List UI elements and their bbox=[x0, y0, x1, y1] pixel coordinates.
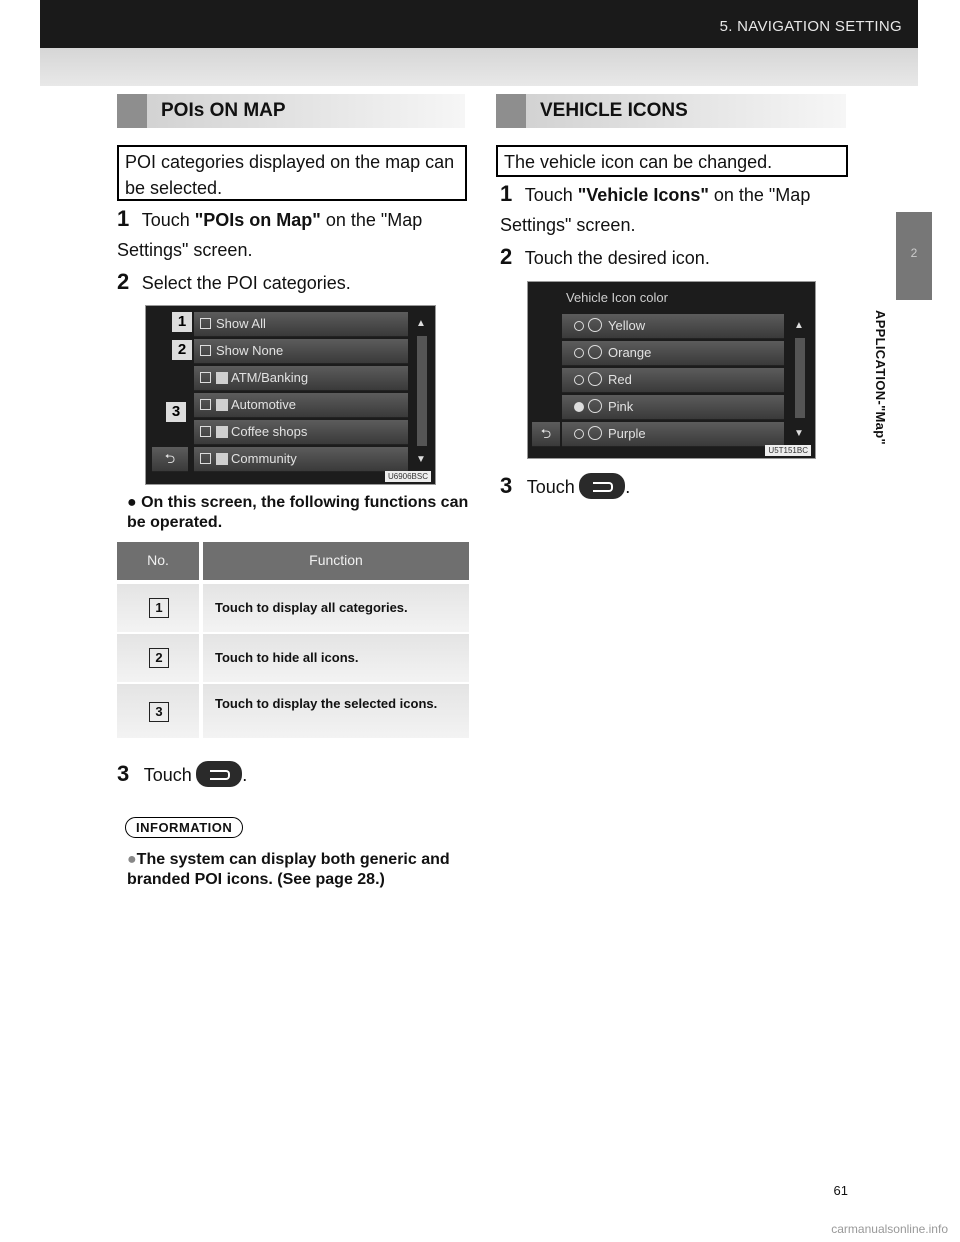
radio-icon bbox=[574, 429, 584, 439]
step-3-left: 3 Touch . bbox=[117, 761, 248, 786]
side-tab-number: 2 bbox=[910, 246, 918, 260]
table-cell-function: Touch to hide all icons. bbox=[203, 634, 469, 682]
car-icon bbox=[216, 399, 228, 411]
vehicle-color-red[interactable]: Red bbox=[562, 368, 784, 393]
chapter-title: 5. NAVIGATION SETTING bbox=[719, 18, 902, 35]
callout-badge: 2 bbox=[172, 340, 192, 360]
vehicle-color-purple[interactable]: Purple bbox=[562, 422, 784, 447]
side-chapter-label: APPLICATION-"Map" bbox=[873, 310, 888, 445]
step-number: 1 bbox=[117, 206, 130, 231]
function-table bbox=[117, 542, 469, 742]
step-number: 3 bbox=[500, 473, 513, 498]
intro-box: The vehicle icon can be changed. bbox=[496, 145, 848, 177]
table-row: 3 bbox=[117, 684, 199, 738]
back-button-icon bbox=[196, 761, 242, 787]
checkbox-checked-icon bbox=[200, 399, 211, 410]
vehicle-icon bbox=[588, 318, 602, 332]
screen-title: Vehicle Icon color bbox=[566, 290, 668, 305]
step-text: Touch "Vehicle Icons" on the "Map Settings" screen. bbox=[500, 185, 811, 235]
poi-show-all[interactable]: Show All bbox=[194, 312, 408, 337]
step-text: Select the POI categories. bbox=[141, 273, 351, 293]
vehicle-color-pink[interactable]: Pink bbox=[562, 395, 784, 420]
section-title: POIs ON MAP bbox=[161, 100, 286, 121]
table-header-no: No. bbox=[117, 542, 199, 580]
bullet-icon: ● bbox=[127, 494, 142, 511]
section-marker bbox=[496, 94, 526, 128]
header-band bbox=[40, 48, 918, 86]
table-row: 1 bbox=[117, 584, 199, 632]
vehicle-icon bbox=[588, 426, 602, 440]
section-title: VEHICLE ICONS bbox=[540, 100, 688, 121]
step-text: Touch the desired icon. bbox=[524, 248, 710, 268]
vehicle-color-yellow[interactable]: Yellow bbox=[562, 314, 784, 339]
scroll-down-icon[interactable]: ▼ bbox=[794, 428, 804, 439]
callout-badge: 1 bbox=[172, 312, 192, 332]
table-row: 2 bbox=[117, 634, 199, 682]
radio-icon bbox=[574, 321, 584, 331]
poi-show-none[interactable]: Show None bbox=[194, 339, 408, 364]
back-button[interactable] bbox=[152, 447, 188, 472]
step-2 bbox=[117, 268, 351, 298]
page-number: 61 bbox=[833, 1183, 848, 1198]
poi-automotive[interactable]: Automotive bbox=[194, 393, 408, 418]
scrollbar[interactable] bbox=[417, 336, 427, 446]
poi-community[interactable]: Community bbox=[194, 447, 408, 472]
step-1 bbox=[500, 180, 850, 240]
checkbox-checked-icon bbox=[200, 426, 211, 437]
poi-coffee-shops[interactable]: Coffee shops bbox=[194, 420, 408, 445]
step-3-right: 3 Touch . bbox=[500, 473, 631, 498]
step-number: 3 bbox=[117, 761, 130, 786]
poi-atm-banking[interactable]: ATM/Banking bbox=[194, 366, 408, 391]
vehicle-icon bbox=[588, 399, 602, 413]
scroll-up-icon[interactable]: ▲ bbox=[794, 320, 804, 331]
back-button[interactable] bbox=[532, 422, 560, 447]
information-label: INFORMATION bbox=[125, 817, 243, 838]
step-1 bbox=[117, 205, 469, 265]
radio-icon bbox=[574, 375, 584, 385]
figure-code: U5T151BC bbox=[765, 445, 811, 456]
step-2 bbox=[500, 243, 710, 273]
step-number: 2 bbox=[117, 269, 130, 294]
table-cell-function: Touch to display the selected icons. bbox=[203, 684, 469, 738]
checkbox-checked-icon bbox=[200, 372, 211, 383]
coffee-icon bbox=[216, 426, 228, 438]
figure-code: U6906BSC bbox=[385, 471, 431, 482]
scroll-down-icon[interactable]: ▼ bbox=[416, 454, 426, 465]
checkbox-icon bbox=[200, 318, 211, 329]
intro-box: POI categories displayed on the map can be selected. bbox=[117, 145, 467, 201]
checkbox-icon bbox=[200, 345, 211, 356]
bullet-icon: ● bbox=[127, 851, 137, 868]
atm-icon bbox=[216, 372, 228, 384]
poi-screen bbox=[145, 305, 436, 485]
checkbox-checked-icon bbox=[200, 453, 211, 464]
vehicle-color-orange[interactable]: Orange bbox=[562, 341, 784, 366]
community-icon bbox=[216, 453, 228, 465]
callout-badge: 3 bbox=[166, 402, 186, 422]
table-header-function: Function bbox=[203, 542, 469, 580]
back-button-icon bbox=[579, 473, 625, 499]
step-text: Touch "POIs on Map" on the "Map Settings" screen. bbox=[117, 210, 423, 260]
step-number: 1 bbox=[500, 181, 513, 206]
back-arrow-icon: ⮌ bbox=[540, 426, 552, 441]
scrollbar[interactable] bbox=[795, 338, 805, 418]
table-cell-function: Touch to display all categories. bbox=[203, 584, 469, 632]
back-arrow-icon: ⮌ bbox=[164, 451, 176, 466]
radio-selected-icon bbox=[574, 402, 584, 412]
information-note: ●The system can display both generic and branded POI icons. (See page 28.) bbox=[127, 851, 450, 888]
vehicle-icon bbox=[588, 345, 602, 359]
vehicle-icon-screen bbox=[527, 281, 816, 459]
watermark: carmanualsonline.info bbox=[831, 1222, 948, 1236]
section-header-pois bbox=[117, 94, 465, 128]
vehicle-icon bbox=[588, 372, 602, 386]
section-marker bbox=[117, 94, 147, 128]
section-header-vehicle-icons bbox=[496, 94, 846, 128]
radio-icon bbox=[574, 348, 584, 358]
bullet-note: ● On this screen, the following functions can be operated. bbox=[127, 494, 469, 531]
scroll-up-icon[interactable]: ▲ bbox=[416, 318, 426, 329]
step-number: 2 bbox=[500, 244, 513, 269]
